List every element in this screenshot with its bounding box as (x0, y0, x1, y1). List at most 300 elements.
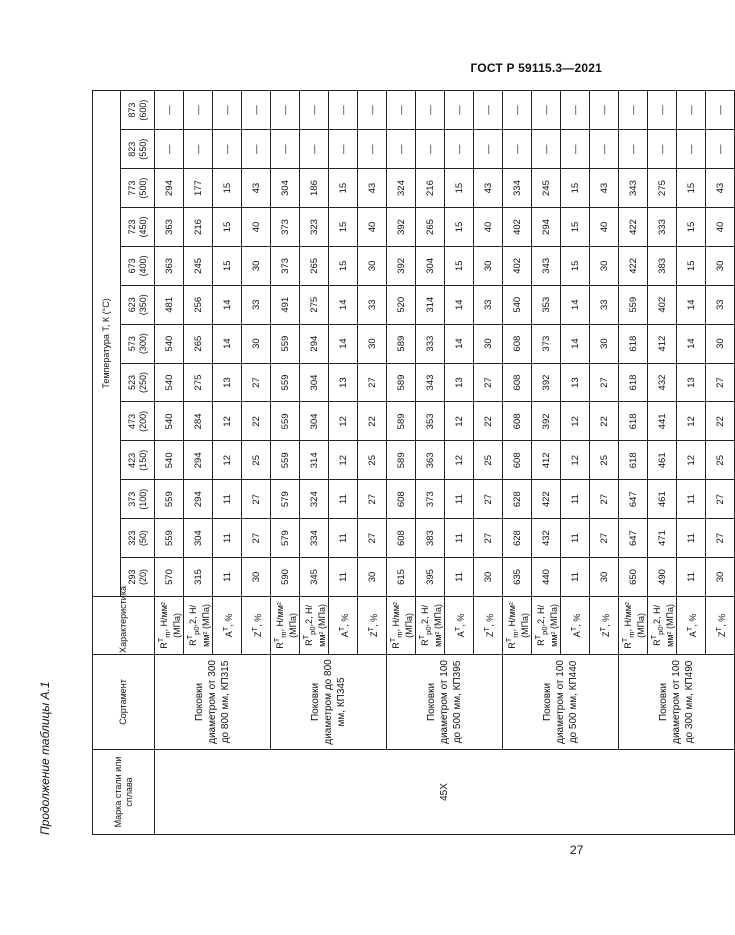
value-cell: 615 (387, 558, 416, 597)
value-cell: 11 (329, 480, 358, 519)
value-cell: 481 (155, 285, 184, 324)
value-cell: 11 (329, 558, 358, 597)
temperature-celsius: (150) (137, 449, 148, 471)
table-row (503, 91, 532, 835)
characteristic-cell: $R^T_m$, Н/мм² (МПа) (387, 596, 416, 654)
temperature-kelvin: 673 (126, 258, 137, 274)
value-cell: — (155, 91, 184, 130)
temperature-celsius: (300) (137, 333, 148, 355)
characteristic-cell: $R^T_{p0},2$, Н/мм² (МПа) (416, 596, 445, 654)
value-cell: 559 (155, 519, 184, 558)
temperature-header-cell (121, 402, 155, 441)
value-cell: 333 (416, 324, 445, 363)
temperature-celsius: (500) (137, 177, 148, 199)
value-cell: 13 (445, 363, 474, 402)
value-cell: 392 (532, 363, 561, 402)
rotated-table-area (38, 90, 727, 835)
value-cell: 11 (677, 480, 706, 519)
value-cell: 373 (532, 324, 561, 363)
value-cell: 40 (474, 208, 503, 247)
table-row (155, 91, 184, 835)
characteristic-cell: $Z^T$, % (474, 596, 503, 654)
value-cell: 12 (561, 441, 590, 480)
value-cell: 30 (474, 246, 503, 285)
temperature-header-cell (121, 130, 155, 169)
value-cell: 383 (416, 519, 445, 558)
value-cell: 25 (706, 441, 735, 480)
value-cell: — (329, 130, 358, 169)
value-cell: 12 (677, 402, 706, 441)
value-cell: 353 (416, 402, 445, 441)
value-cell: 15 (561, 208, 590, 247)
value-cell: 294 (184, 441, 213, 480)
value-cell: 559 (619, 285, 648, 324)
value-cell: 294 (155, 169, 184, 208)
value-cell: 27 (590, 480, 619, 519)
value-cell: 363 (155, 246, 184, 285)
value-cell: 304 (184, 519, 213, 558)
temperature-header-cell (121, 285, 155, 324)
value-cell: 40 (358, 208, 387, 247)
value-cell: 13 (561, 363, 590, 402)
value-cell: 30 (474, 558, 503, 597)
value-cell: — (242, 130, 271, 169)
value-cell: 402 (648, 285, 677, 324)
value-cell: — (358, 91, 387, 130)
value-cell: — (532, 91, 561, 130)
value-cell: 13 (213, 363, 242, 402)
value-cell: — (329, 91, 358, 130)
grade-cell: 45Х (155, 749, 735, 834)
value-cell: 304 (416, 246, 445, 285)
characteristic-cell: $A^T$, % (677, 596, 706, 654)
value-cell: — (677, 130, 706, 169)
value-cell: 12 (445, 441, 474, 480)
characteristic-cell: $A^T$, % (561, 596, 590, 654)
value-cell: 11 (445, 558, 474, 597)
value-cell: 15 (213, 208, 242, 247)
value-cell: 618 (619, 441, 648, 480)
value-cell: 12 (677, 441, 706, 480)
value-cell: — (387, 91, 416, 130)
value-cell: 12 (329, 402, 358, 441)
value-cell: 324 (387, 169, 416, 208)
temperature-header-cell (121, 363, 155, 402)
value-cell: 440 (532, 558, 561, 597)
value-cell: — (387, 130, 416, 169)
value-cell: 11 (561, 558, 590, 597)
value-cell: 27 (242, 480, 271, 519)
value-cell: 11 (329, 519, 358, 558)
value-cell: 27 (358, 363, 387, 402)
temperature-header-cell (121, 91, 155, 130)
value-cell: 15 (561, 169, 590, 208)
value-cell: 395 (416, 558, 445, 597)
temperature-header-cell (121, 441, 155, 480)
value-cell: 412 (648, 324, 677, 363)
value-cell: 608 (387, 519, 416, 558)
value-cell: 265 (300, 246, 329, 285)
value-cell: 12 (213, 402, 242, 441)
value-cell: 540 (155, 324, 184, 363)
value-cell: 13 (677, 363, 706, 402)
value-cell: 27 (242, 519, 271, 558)
value-cell: 540 (155, 441, 184, 480)
value-cell: — (358, 130, 387, 169)
value-cell: 11 (213, 480, 242, 519)
value-cell: 245 (532, 169, 561, 208)
characteristic-cell: $A^T$, % (329, 596, 358, 654)
value-cell: — (300, 130, 329, 169)
value-cell: 559 (271, 363, 300, 402)
value-cell: 383 (648, 246, 677, 285)
value-cell: 25 (242, 441, 271, 480)
value-cell: 14 (213, 285, 242, 324)
value-cell: 363 (155, 208, 184, 247)
value-cell: 15 (213, 169, 242, 208)
value-cell: 12 (213, 441, 242, 480)
value-cell: 559 (271, 324, 300, 363)
characteristic-cell: $R^T_m$, Н/мм² (МПа) (271, 596, 300, 654)
value-cell: 30 (706, 246, 735, 285)
characteristic-cell: $Z^T$, % (590, 596, 619, 654)
temperature-header-cell (121, 208, 155, 247)
value-cell: 412 (532, 441, 561, 480)
value-cell: 323 (300, 208, 329, 247)
value-cell: 43 (706, 169, 735, 208)
value-cell: 33 (242, 285, 271, 324)
value-cell: 373 (271, 246, 300, 285)
value-cell: 402 (503, 246, 532, 285)
temperature-celsius: (100) (137, 488, 148, 510)
value-cell: 265 (184, 324, 213, 363)
value-cell: 33 (590, 285, 619, 324)
temperature-celsius: (400) (137, 255, 148, 277)
temperature-kelvin: 323 (126, 530, 137, 546)
value-cell: 402 (503, 208, 532, 247)
value-cell: 343 (619, 169, 648, 208)
value-cell: 540 (155, 363, 184, 402)
value-cell: 11 (445, 480, 474, 519)
temperature-kelvin: 773 (126, 180, 137, 196)
value-cell: 628 (503, 519, 532, 558)
value-cell: 15 (329, 246, 358, 285)
temperature-header-cell (121, 246, 155, 285)
value-cell: — (648, 91, 677, 130)
value-cell: 186 (300, 169, 329, 208)
value-cell: 43 (358, 169, 387, 208)
value-cell: 608 (503, 324, 532, 363)
value-cell: 216 (184, 208, 213, 247)
characteristic-cell: $R^T_m$, Н/мм² (МПа) (619, 596, 648, 654)
value-cell: 30 (706, 324, 735, 363)
value-cell: 324 (300, 480, 329, 519)
value-cell: 422 (619, 208, 648, 247)
value-cell: 14 (561, 285, 590, 324)
value-cell: 540 (155, 402, 184, 441)
value-cell: 647 (619, 519, 648, 558)
value-cell: — (300, 91, 329, 130)
value-cell: — (474, 130, 503, 169)
value-cell: 608 (503, 363, 532, 402)
header-characteristic: Характеристика (93, 596, 155, 654)
value-cell: 25 (474, 441, 503, 480)
value-cell: 392 (387, 246, 416, 285)
value-cell: 12 (561, 402, 590, 441)
value-cell: 22 (358, 402, 387, 441)
value-cell: — (619, 91, 648, 130)
header-grade: Марка стали или сплава (93, 749, 155, 834)
value-cell: 590 (271, 558, 300, 597)
value-cell: 177 (184, 169, 213, 208)
value-cell: — (590, 91, 619, 130)
temperature-kelvin: 373 (126, 491, 137, 507)
value-cell: 520 (387, 285, 416, 324)
value-cell: 30 (590, 246, 619, 285)
value-cell: 30 (242, 558, 271, 597)
value-cell: — (271, 130, 300, 169)
value-cell: 314 (300, 441, 329, 480)
value-cell: 635 (503, 558, 532, 597)
value-cell: 14 (445, 285, 474, 324)
temperature-kelvin: 523 (126, 375, 137, 391)
temperature-kelvin: 823 (126, 141, 137, 157)
value-cell: 343 (416, 363, 445, 402)
value-cell: 15 (677, 246, 706, 285)
value-cell: 40 (590, 208, 619, 247)
value-cell: 216 (416, 169, 445, 208)
value-cell: — (677, 91, 706, 130)
value-cell: — (213, 130, 242, 169)
value-cell: — (416, 130, 445, 169)
value-cell: 27 (706, 519, 735, 558)
value-cell: 11 (213, 558, 242, 597)
value-cell: — (648, 130, 677, 169)
value-cell: 27 (590, 363, 619, 402)
characteristic-cell: $R^T_{p0},2$, Н/мм² (МПа) (184, 596, 213, 654)
value-cell: 15 (677, 208, 706, 247)
value-cell: 12 (445, 402, 474, 441)
temperature-celsius: (600) (137, 99, 148, 121)
value-cell: 422 (532, 480, 561, 519)
value-cell: 30 (706, 558, 735, 597)
value-cell: 334 (300, 519, 329, 558)
table-body (155, 91, 735, 835)
characteristic-cell: $Z^T$, % (242, 596, 271, 654)
value-cell: 15 (445, 169, 474, 208)
value-cell: 30 (590, 324, 619, 363)
value-cell: 27 (590, 519, 619, 558)
value-cell: 11 (677, 519, 706, 558)
value-cell: — (155, 130, 184, 169)
value-cell: 373 (271, 208, 300, 247)
value-cell: 334 (503, 169, 532, 208)
value-cell: 461 (648, 441, 677, 480)
temperature-celsius: (200) (137, 410, 148, 432)
value-cell: 15 (445, 208, 474, 247)
value-cell: 650 (619, 558, 648, 597)
value-cell: 15 (445, 246, 474, 285)
temperature-celsius: (50) (137, 530, 148, 547)
value-cell: 294 (300, 324, 329, 363)
table-row (619, 91, 648, 835)
value-cell: 441 (648, 402, 677, 441)
sortament-cell: Поковки диаметром от 100 до 500 мм, КП395 (387, 654, 503, 749)
value-cell: 43 (474, 169, 503, 208)
value-cell: 14 (561, 324, 590, 363)
header-temperature: Температура T, К (°С) (93, 91, 121, 597)
characteristic-cell: $Z^T$, % (706, 596, 735, 654)
characteristic-cell: $R^T_{p0},2$, Н/мм² (МПа) (300, 596, 329, 654)
value-cell: 30 (242, 246, 271, 285)
value-cell: 14 (329, 324, 358, 363)
value-cell: 27 (706, 480, 735, 519)
value-cell: 275 (648, 169, 677, 208)
value-cell: 11 (561, 480, 590, 519)
value-cell: 15 (329, 169, 358, 208)
temperature-kelvin: 623 (126, 297, 137, 313)
temperature-kelvin: 573 (126, 336, 137, 352)
value-cell: — (561, 130, 590, 169)
value-cell: 27 (358, 480, 387, 519)
value-cell: 353 (532, 285, 561, 324)
value-cell: 608 (387, 480, 416, 519)
value-cell: 294 (532, 208, 561, 247)
value-cell: 11 (445, 519, 474, 558)
value-cell: 363 (416, 441, 445, 480)
value-cell: 14 (677, 324, 706, 363)
value-cell: 432 (648, 363, 677, 402)
value-cell: 314 (416, 285, 445, 324)
characteristic-cell: $R^T_m$, Н/мм² (МПа) (503, 596, 532, 654)
value-cell: 284 (184, 402, 213, 441)
characteristic-cell: $A^T$, % (445, 596, 474, 654)
value-cell: 392 (387, 208, 416, 247)
value-cell: — (706, 91, 735, 130)
value-cell: 30 (590, 558, 619, 597)
page-number: 27 (570, 843, 584, 857)
value-cell: — (445, 130, 474, 169)
value-cell: 15 (561, 246, 590, 285)
value-cell: 294 (184, 480, 213, 519)
value-cell: 579 (271, 480, 300, 519)
value-cell: 343 (532, 246, 561, 285)
characteristic-cell: $A^T$, % (213, 596, 242, 654)
temperature-celsius: (550) (137, 138, 148, 160)
value-cell: 304 (300, 363, 329, 402)
value-cell: 11 (213, 519, 242, 558)
value-cell: 570 (155, 558, 184, 597)
characteristic-cell: $R^T_m$, Н/мм² (МПа) (155, 596, 184, 654)
value-cell: — (213, 91, 242, 130)
value-cell: 14 (329, 285, 358, 324)
value-cell: 304 (300, 402, 329, 441)
value-cell: 490 (648, 558, 677, 597)
value-cell: 27 (474, 363, 503, 402)
value-cell: 27 (474, 519, 503, 558)
value-cell: 256 (184, 285, 213, 324)
value-cell: 27 (358, 519, 387, 558)
value-cell: — (706, 130, 735, 169)
value-cell: 275 (184, 363, 213, 402)
value-cell: 245 (184, 246, 213, 285)
characteristic-cell: $R^T_{p0},2$, Н/мм² (МПа) (532, 596, 561, 654)
sortament-cell: Поковки диаметром от 300 до 800 мм, КП315 (155, 654, 271, 749)
value-cell: 589 (387, 441, 416, 480)
value-cell: 618 (619, 324, 648, 363)
value-cell: 540 (503, 285, 532, 324)
value-cell: 15 (329, 208, 358, 247)
value-cell: 22 (242, 402, 271, 441)
value-cell: 559 (271, 441, 300, 480)
value-cell: 628 (503, 480, 532, 519)
value-cell: 315 (184, 558, 213, 597)
value-cell: 33 (358, 285, 387, 324)
value-cell: 33 (474, 285, 503, 324)
value-cell: 11 (561, 519, 590, 558)
temperature-kelvin: 473 (126, 413, 137, 429)
temperature-celsius: (350) (137, 294, 148, 316)
sortament-cell: Поковки диаметром от 100 до 300 мм, КП490 (619, 654, 735, 749)
value-cell: 30 (358, 558, 387, 597)
sortament-cell: Поковки диаметром от 100 до 500 мм, КП440 (503, 654, 619, 749)
sortament-cell: Поковки диаметром до 800 мм, КП345 (271, 654, 387, 749)
document-header: ГОСТ Р 59115.3—2021 (470, 61, 602, 75)
characteristic-cell: $R^T_{p0},2$, Н/мм² (МПа) (648, 596, 677, 654)
value-cell: 265 (416, 208, 445, 247)
value-cell: 30 (242, 324, 271, 363)
header-sortament: Сортамент (93, 654, 155, 749)
value-cell: 333 (648, 208, 677, 247)
value-cell: 608 (503, 441, 532, 480)
table-caption: Продолжение таблицы А.1 (38, 681, 52, 835)
value-cell: 432 (532, 519, 561, 558)
value-cell: — (184, 130, 213, 169)
temperature-kelvin: 873 (126, 102, 137, 118)
temperature-kelvin: 423 (126, 452, 137, 468)
value-cell: 647 (619, 480, 648, 519)
value-cell: — (590, 130, 619, 169)
temperature-header-cell (121, 519, 155, 558)
properties-table (92, 90, 735, 835)
value-cell: — (561, 91, 590, 130)
value-cell: 33 (706, 285, 735, 324)
value-cell: 559 (155, 480, 184, 519)
value-cell: 27 (242, 363, 271, 402)
value-cell: 608 (503, 402, 532, 441)
table-row (387, 91, 416, 835)
value-cell: 22 (590, 402, 619, 441)
value-cell: 275 (300, 285, 329, 324)
temperature-header-cell (121, 169, 155, 208)
value-cell: 15 (213, 246, 242, 285)
value-cell: 304 (271, 169, 300, 208)
value-cell: — (503, 130, 532, 169)
value-cell: — (271, 91, 300, 130)
value-cell: — (184, 91, 213, 130)
value-cell: 30 (474, 324, 503, 363)
value-cell: 14 (445, 324, 474, 363)
value-cell: 40 (242, 208, 271, 247)
value-cell: 373 (416, 480, 445, 519)
temperature-kelvin: 723 (126, 219, 137, 235)
temperature-header-cell (121, 324, 155, 363)
value-cell: — (416, 91, 445, 130)
value-cell: 27 (706, 363, 735, 402)
value-cell: — (619, 130, 648, 169)
value-cell: 618 (619, 402, 648, 441)
value-cell: 13 (329, 363, 358, 402)
